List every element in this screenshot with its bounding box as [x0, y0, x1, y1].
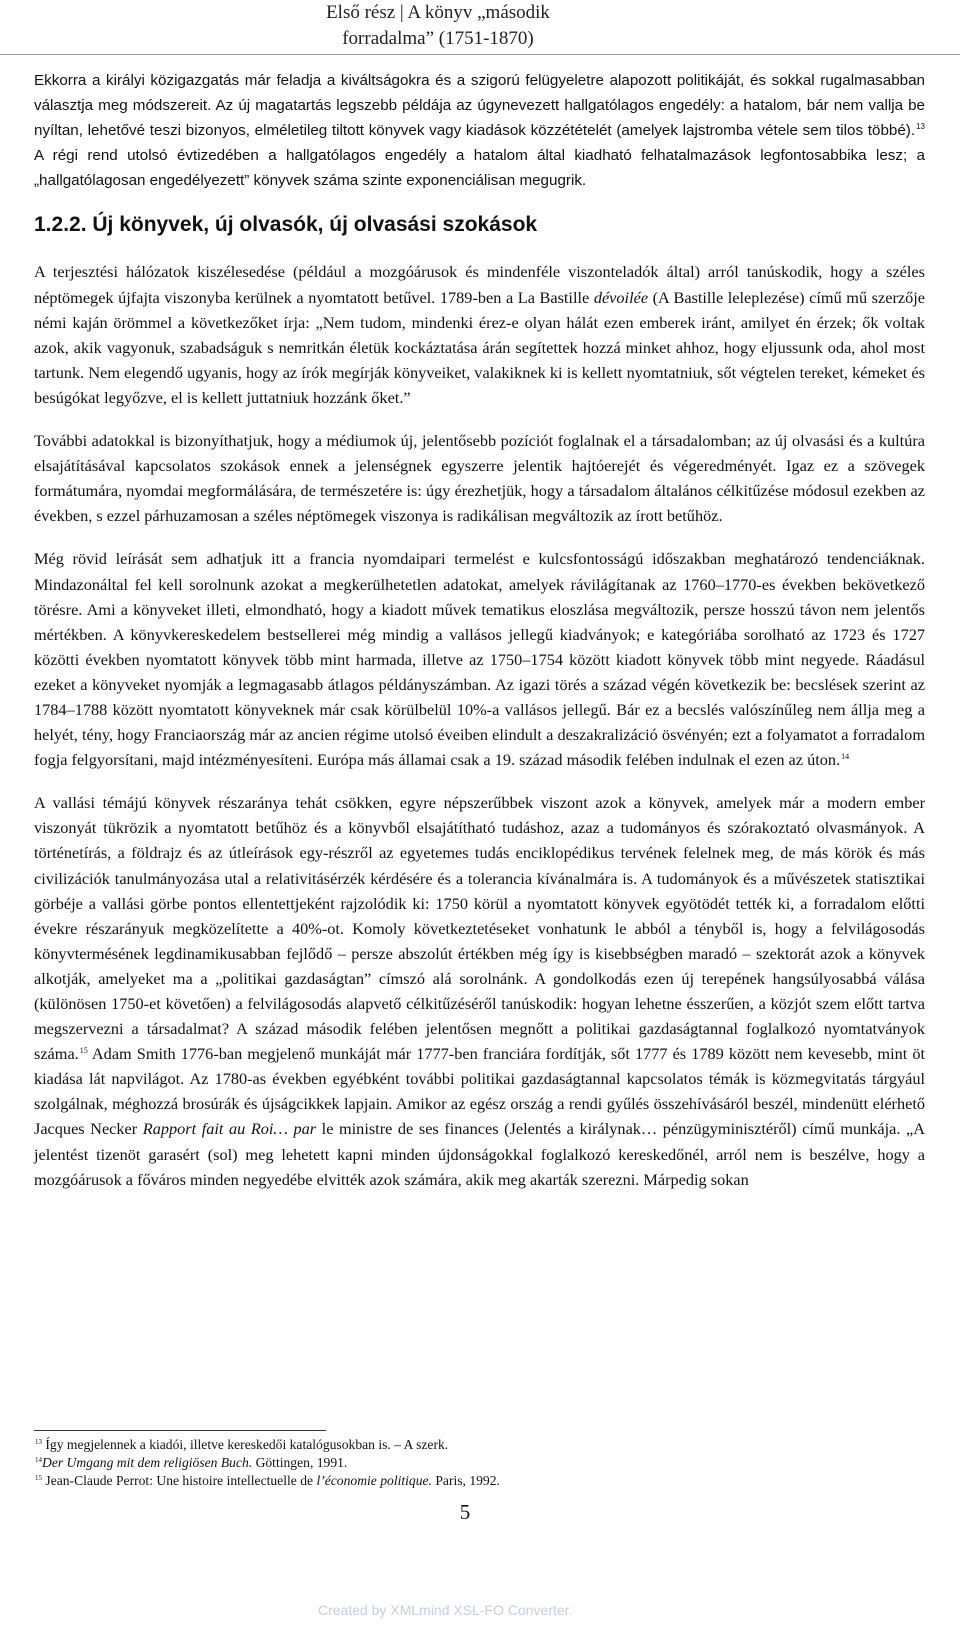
paragraph-1-text-cont: A régi rend utolsó évtizedében a hallgatólagos engedély a hatalom által kiadható felhatalmazások legfontosabbika lesz; a „hallgatólagosan engedélyezett” könyvek száma szinte exponenciálisan megugrik.: [34, 147, 925, 190]
footnote-number: 15: [35, 1474, 42, 1482]
footnote-14: [34, 1454, 925, 1472]
running-header: [288, 0, 588, 52]
header-line-1: Első rész | A könyv „második: [326, 2, 550, 23]
work-title-la-bastille: La Bastille: [517, 287, 590, 307]
paragraph-1-text: Ekkorra a királyi közigazgatás már feladja a kiváltságokra és a szigorú felügyeletre alapozott politikáját, és sokkal rugalmasabban választja meg módszereit. Az új magatartás legszebb példája az úgynevezett hallgatólagos engedély: a hatalom, bár nem vallja be nyíltan, lehetővé teszi bizonyos, elméletileg tiltott könyvek vagy kiadások közzétételét (amelyek lajstromba vétele sem tilos többé).: [34, 72, 925, 140]
page-body: [34, 68, 925, 1192]
header-line-2: forradalma” (1751-1870): [342, 28, 534, 49]
watermark-prefix: Created by: [318, 1602, 391, 1618]
work-title-rapport: Rapport fait au Roi… par: [142, 1119, 317, 1139]
footnote-13: [34, 1436, 925, 1454]
paragraph-5-text-cont: Adam Smith 1776-ban megjelenő munkáját már 1777-ben franciára fordítják, sőt 1777 és 1789 között nem kevesebb, mint öt kiadása lát napvilágot. Az 1780-as években egyébként további politikai gazdaságtannal kapcsolatos témák is közmegvitatás tárgyául szolgálnak, méghozzá brosúrák és újságcikkek lapjain. Amikor az egész ország a rendi gyűlés összehívásáról beszél, mindenütt elérhető Jacques Necker: [34, 1044, 925, 1139]
footnote-text: Jean-Claude Perrot: Une histoire intellectuelle de: [42, 1473, 317, 1488]
footnote-text: Így megjelennek a kiadói, illetve kereskedői katalógusokban is. – A szerk.: [42, 1437, 449, 1452]
paragraph-4-text: Még rövid leírását sem adhatjuk itt a francia nyomdaipari termelést e kulcsfontosságú időszakban meghatározó tendenciáknak. Mindazonáltal fel kell sorolnunk azokat a megkerülhetetlen adatokat, amelyek rávilágítanak az 1760–1770-es években bekövetkező törésre. Ami a könyveket illeti, elmondható, hogy a kiadott művek tematikus eloszlása megváltozik, persze hosszú távon nem jelentős mértékben. A könyvkereskedelem bestsellerei még mindig a vallásos jellegű kiadványok; e kategóriába sorolható az 1723 és 1727 közötti években nyomtatott könyvek több mint harmada, illetve az 1750–1754 között kiadott könyvek több mint negyede. Ráadásul ezeket a könyveket nyomják a legmagasabb átlagos példányszámban. Az igazi törés a század végén következik be: becslések szerint az 1784–1788 között nyomtatott könyveknek már csak körülbelül 10%-a vallásos jellegű. Bár ez a becslés valószínűleg nem állja meg a helyét, tény, hogy Franciaország már az ancien régime utolsó éveiben elindult a deszakralizáció ösvényén; ezt a folyamatot a forradalom fogja felgyorsítani, majd intézményesíteni. Európa más államai csak a 19. század második felében indulnak el ezen az úton.: [34, 549, 925, 770]
converter-watermark: [318, 1602, 572, 1618]
footnote-ref-13[interactable]: 13: [916, 122, 925, 132]
watermark-brand: XMLmind XSL-FO Converter.: [390, 1602, 573, 1618]
paragraph-4: [34, 546, 925, 772]
footnotes: [34, 1436, 925, 1490]
paragraph-5-text-end: le ministre de ses finances (Jelentés a királynak… pénzügyminisztéről) című munkája. „A jelentést tizenöt garasért (sol) meg lehetett kapni minden újdonságokkal foglalkozó kereskedőnél, arról nem is beszélve, hogy a mozgóárusok a főváros minden negyedébe elvitték azok számára, akik meg akarták szerezni. Márpedig sokan: [34, 1119, 925, 1189]
footnote-number: 14: [35, 1456, 42, 1464]
paragraph-2-text: A terjesztési hálózatok kiszélesedése (például a mozgóárusok és mindenféle viszonteladók által) arról tanúskodik, hogy a széles néptömegek újfajta viszonyba kerülnek a nyomtatott betűvel. 1789-ben a: [34, 262, 925, 307]
footnote-work-title: l’économie politique.: [316, 1473, 432, 1488]
paragraph-2-text-cont: (A Bastille leleplezése) című mű szerzője némi kaján örömmel a következőket írja: „Nem tudom, mindenki érez-e olyan hálát ezen emberek iránt, amilyet én érzek; ők voltak azok, akik vagyonuk, szabadságuk s nemritkán életük kockáztatása árán segítettek hozzá minket ahhoz, hogy eljussunk oda, ahol most tartunk. Nem elegendő ugyanis, hogy az írók megírják könyveiket, valakiknek ki is kellett nyomtatniuk, sőt végtelen tereket, kémeket és besúgókat legyőzve, el is kellett juttatniuk hozzánk őket.”: [34, 287, 926, 407]
footnote-text-cont: Paris, 1992.: [431, 1473, 500, 1488]
footnote-text: Göttingen, 1991.: [252, 1455, 348, 1470]
footnote-15: [34, 1472, 925, 1490]
paragraph-3: További adatokkal is bizonyíthatjuk, hogy a médiumok új, jelentősebb pozíciót foglalnak el a társadalomban; az új olvasási és a kultúra elsajátításával kapcsolatos szokások ennek a jelenségnek egyszerre jelentik hajtóerejét és végeredményét. Igaz ez a szövegek formátumára, nyomdai megformálására, de természetére is: úgy érezhetjük, hogy a társadalom általános célkitűzése módosul ezekben az években, s ezzel párhuzamosan a széles néptömegek viszonya is radikálisan megváltozik az írott betűhöz.: [34, 431, 925, 526]
header-divider: [0, 54, 960, 55]
footnote-ref-14[interactable]: 14: [841, 752, 850, 762]
paragraph-5: [34, 790, 925, 1192]
paragraph-2: [34, 259, 925, 410]
footnote-divider: [34, 1430, 326, 1431]
paragraph-1: [34, 68, 925, 193]
footnote-work-title: Der Umgang mit dem religiösen Buch.: [42, 1455, 253, 1470]
footnote-number: 13: [35, 1438, 42, 1446]
work-title-devoilee: dévoilée: [593, 287, 649, 307]
section-heading: 1.2.2. Új könyvek, új olvasók, új olvasási szokások: [34, 213, 538, 237]
paragraph-5-text: A vallási témájú könyvek részaránya tehát csökken, egyre népszerűbbek viszont azok a könyvek, amelyek már a modern ember viszonyát tükrözik a nyomtatott betűhöz és a könyvből elsajátítható tudáshoz, azaz a tudományos és szórakoztató olvasmányok. A történetírás, a földrajz és az útleírások egy-részről az egyetemes tudás enciklopédikus tervének felelnek meg, de más körök és más civilizációk tanulmányozása utal a relativitásérzék kérdésére és a tolerancia kívánalmára is. A tudományok és a művészetek statisztikai görbéje a vallási görbe pontos ellentettjeként rajzolódik ki: 1750 körül a nyomtatott könyvek egyötödét tették ki, a forradalom előtti évekre részarányuk megközelítette a 40%-ot. Komoly következtetéseket vonhatunk le abból a tényből is, hogy a felvilágosodás könyvtermésének legdinamikusabban fejlődő – persze abszolút értékben még így is kisebbségben maradó – szektorát azok a könyvek alkotják, amelyeket ma a „politikai gazdaságtan” címszó alá sorolnánk. A gondolkodás ezen új terepének hangsúlyosabbá válása (különösen 1750-et követően) a felvilágosodás alapvető célkitűzéséről tanúskodik: hogyan lehetne ésszerűen, a közjót szem előtt tartva megszervezni a társadalmat? A század második felében jelentősen megnőtt a politikai gazdaságtannal foglalkozó nyomtatványok száma.: [34, 793, 925, 1064]
page-number: 5: [459, 1500, 471, 1524]
footnote-ref-15[interactable]: 15: [79, 1046, 88, 1056]
